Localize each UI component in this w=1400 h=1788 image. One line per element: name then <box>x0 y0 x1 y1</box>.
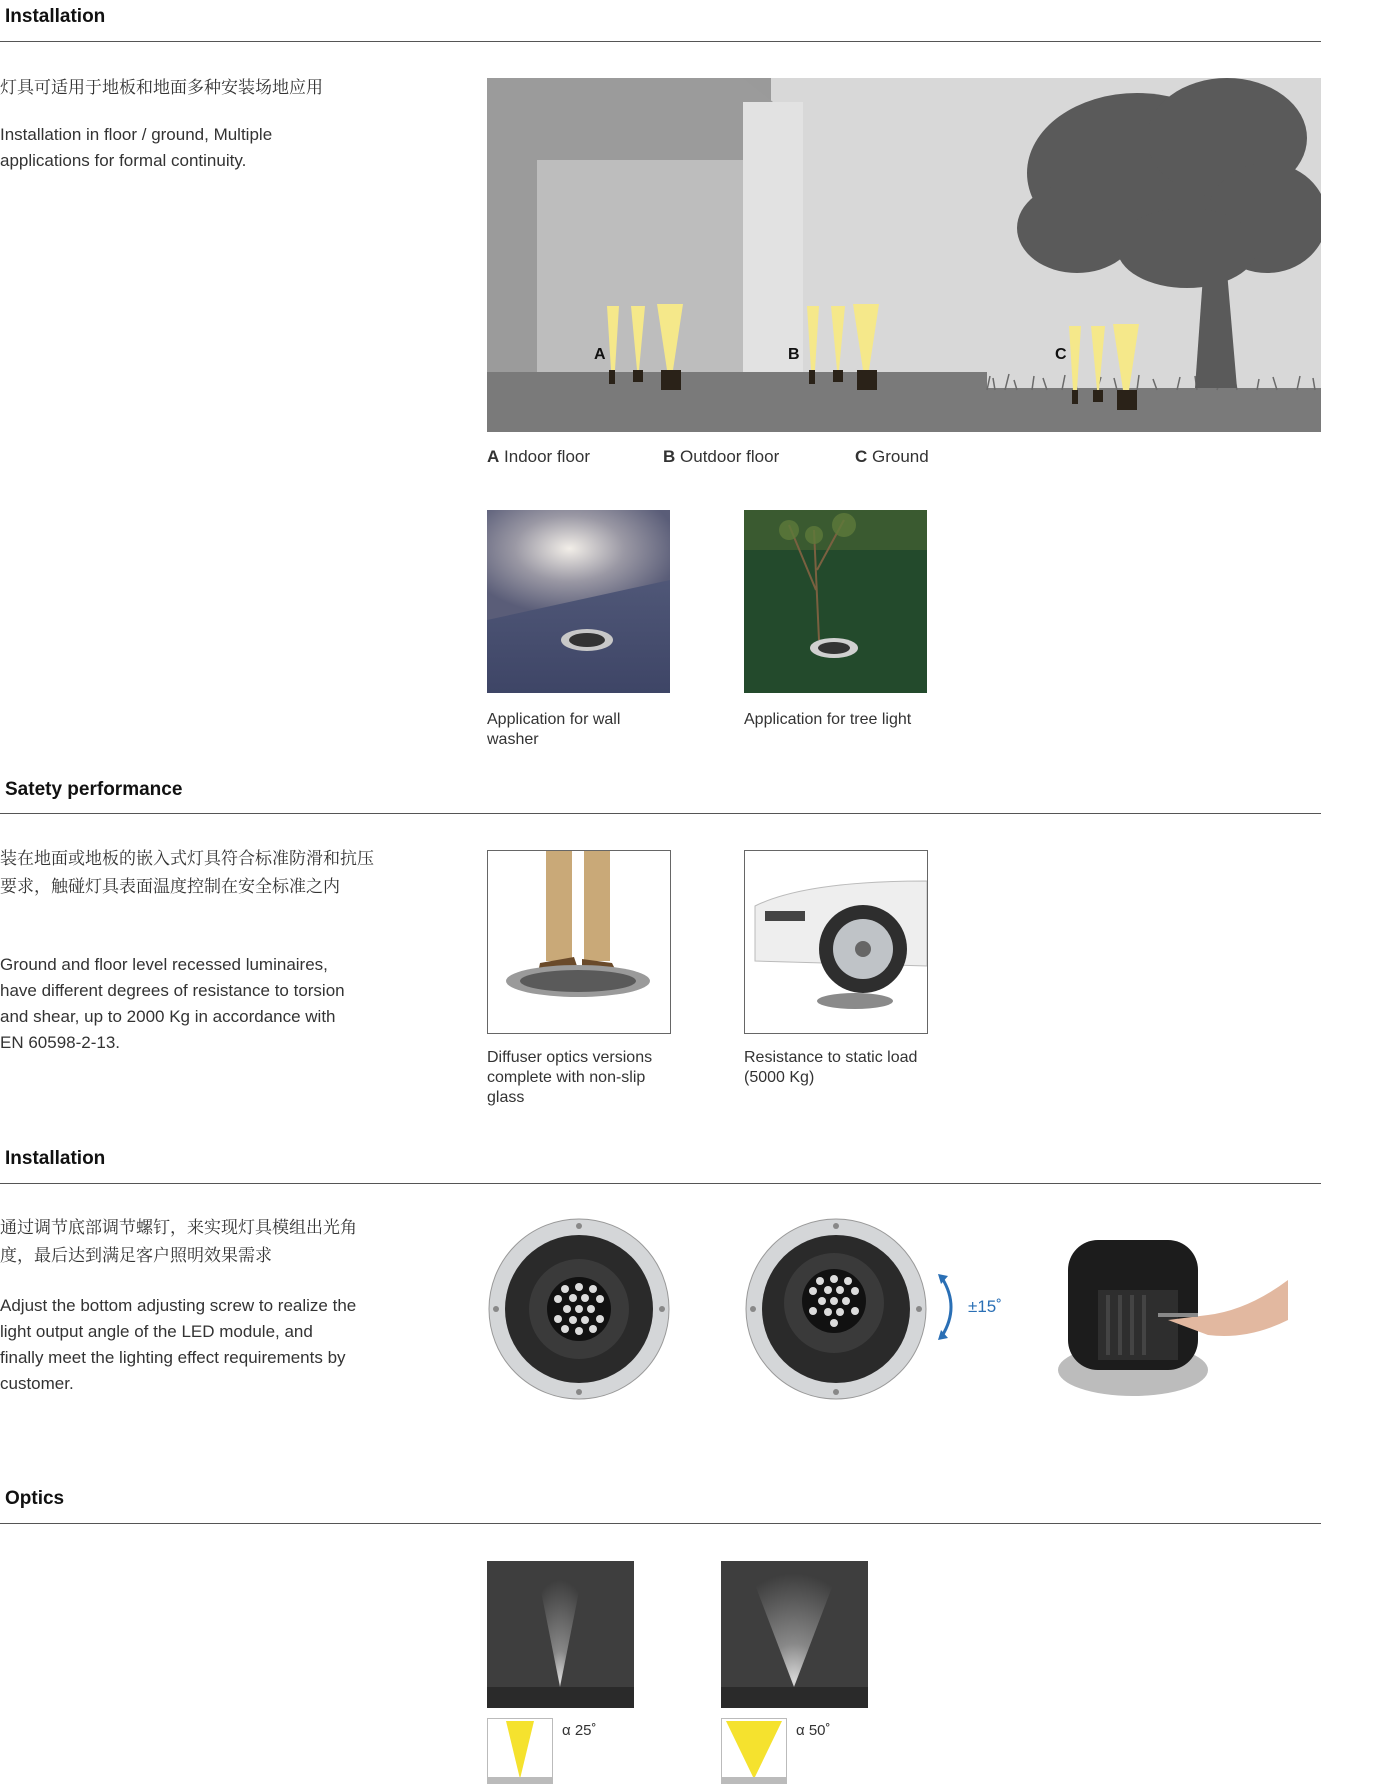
tilt-angle-label: ±15˚ <box>968 1297 1002 1316</box>
section-title-safety: Satety performance <box>5 779 183 800</box>
scene-label-a: A <box>594 346 606 363</box>
non-slip-glass-caption: Diffuser optics versions complete with non-slip glass <box>487 1049 653 1106</box>
wall-washer-photo <box>487 510 670 693</box>
safety-en-text: Ground and floor level recessed luminaires, have different degrees of resistance to torsion and shear, up to 2000 Kg in accordance with EN 60598-2-13. <box>0 955 345 1052</box>
beam-diagram-25 <box>487 1718 553 1784</box>
legend-item-a: A Indoor floor <box>487 447 591 466</box>
tree-light-photo <box>744 510 927 693</box>
wall-washer-caption: Application for wall washer <box>487 711 621 748</box>
luminaire-top-view-tilted <box>744 1217 928 1401</box>
section-divider <box>0 813 1321 814</box>
non-slip-glass-image <box>487 850 671 1034</box>
tree-light-caption: Application for tree light <box>744 711 912 728</box>
adjust-en-text: Adjust the bottom adjusting screw to realize the light output angle of the LED module, and finally meet the lighting effect requirements by customer. <box>0 1296 357 1393</box>
tilt-arrow-icon <box>936 1272 966 1342</box>
beam-label-50: α 50˚ <box>796 1722 831 1739</box>
beam-photo-50 <box>721 1561 868 1708</box>
adjust-screw-photo <box>1058 1220 1288 1400</box>
installation-scene-illustration <box>487 78 1321 432</box>
section-divider <box>0 1523 1321 1524</box>
adjust-zh-text: 通过调节底部调节螺钉，来实现灯具模组出光角度，最后达到满足客户照明效果需求 <box>0 1218 357 1265</box>
scene-label-c: C <box>1055 346 1067 363</box>
section-title-installation-adjust: Installation <box>5 1148 106 1169</box>
beam-diagram-50 <box>721 1718 787 1784</box>
safety-zh-text: 装在地面或地板的嵌入式灯具符合标准防滑和抗压要求，触碰灯具表面温度控制在安全标准之内 <box>0 849 374 896</box>
scene-label-b: B <box>788 346 800 363</box>
section-divider <box>0 41 1321 42</box>
luminaire-top-view-1 <box>487 1217 671 1401</box>
legend-item-b: B Outdoor floor <box>663 447 780 466</box>
legend-item-c: C Ground <box>855 447 929 466</box>
section-title-optics: Optics <box>5 1488 65 1509</box>
installation-zh-text: 灯具可适用于地板和地面多种安装场地应用 <box>0 78 323 97</box>
section-divider <box>0 1183 1321 1184</box>
static-load-caption: Resistance to static load (5000 Kg) <box>744 1049 918 1086</box>
static-load-image <box>744 850 928 1034</box>
section-title-installation: Installation <box>5 6 106 27</box>
installation-en-text: Installation in floor / ground, Multiple applications for formal continuity. <box>0 125 273 170</box>
beam-photo-25 <box>487 1561 634 1708</box>
beam-label-25: α 25˚ <box>562 1722 597 1739</box>
